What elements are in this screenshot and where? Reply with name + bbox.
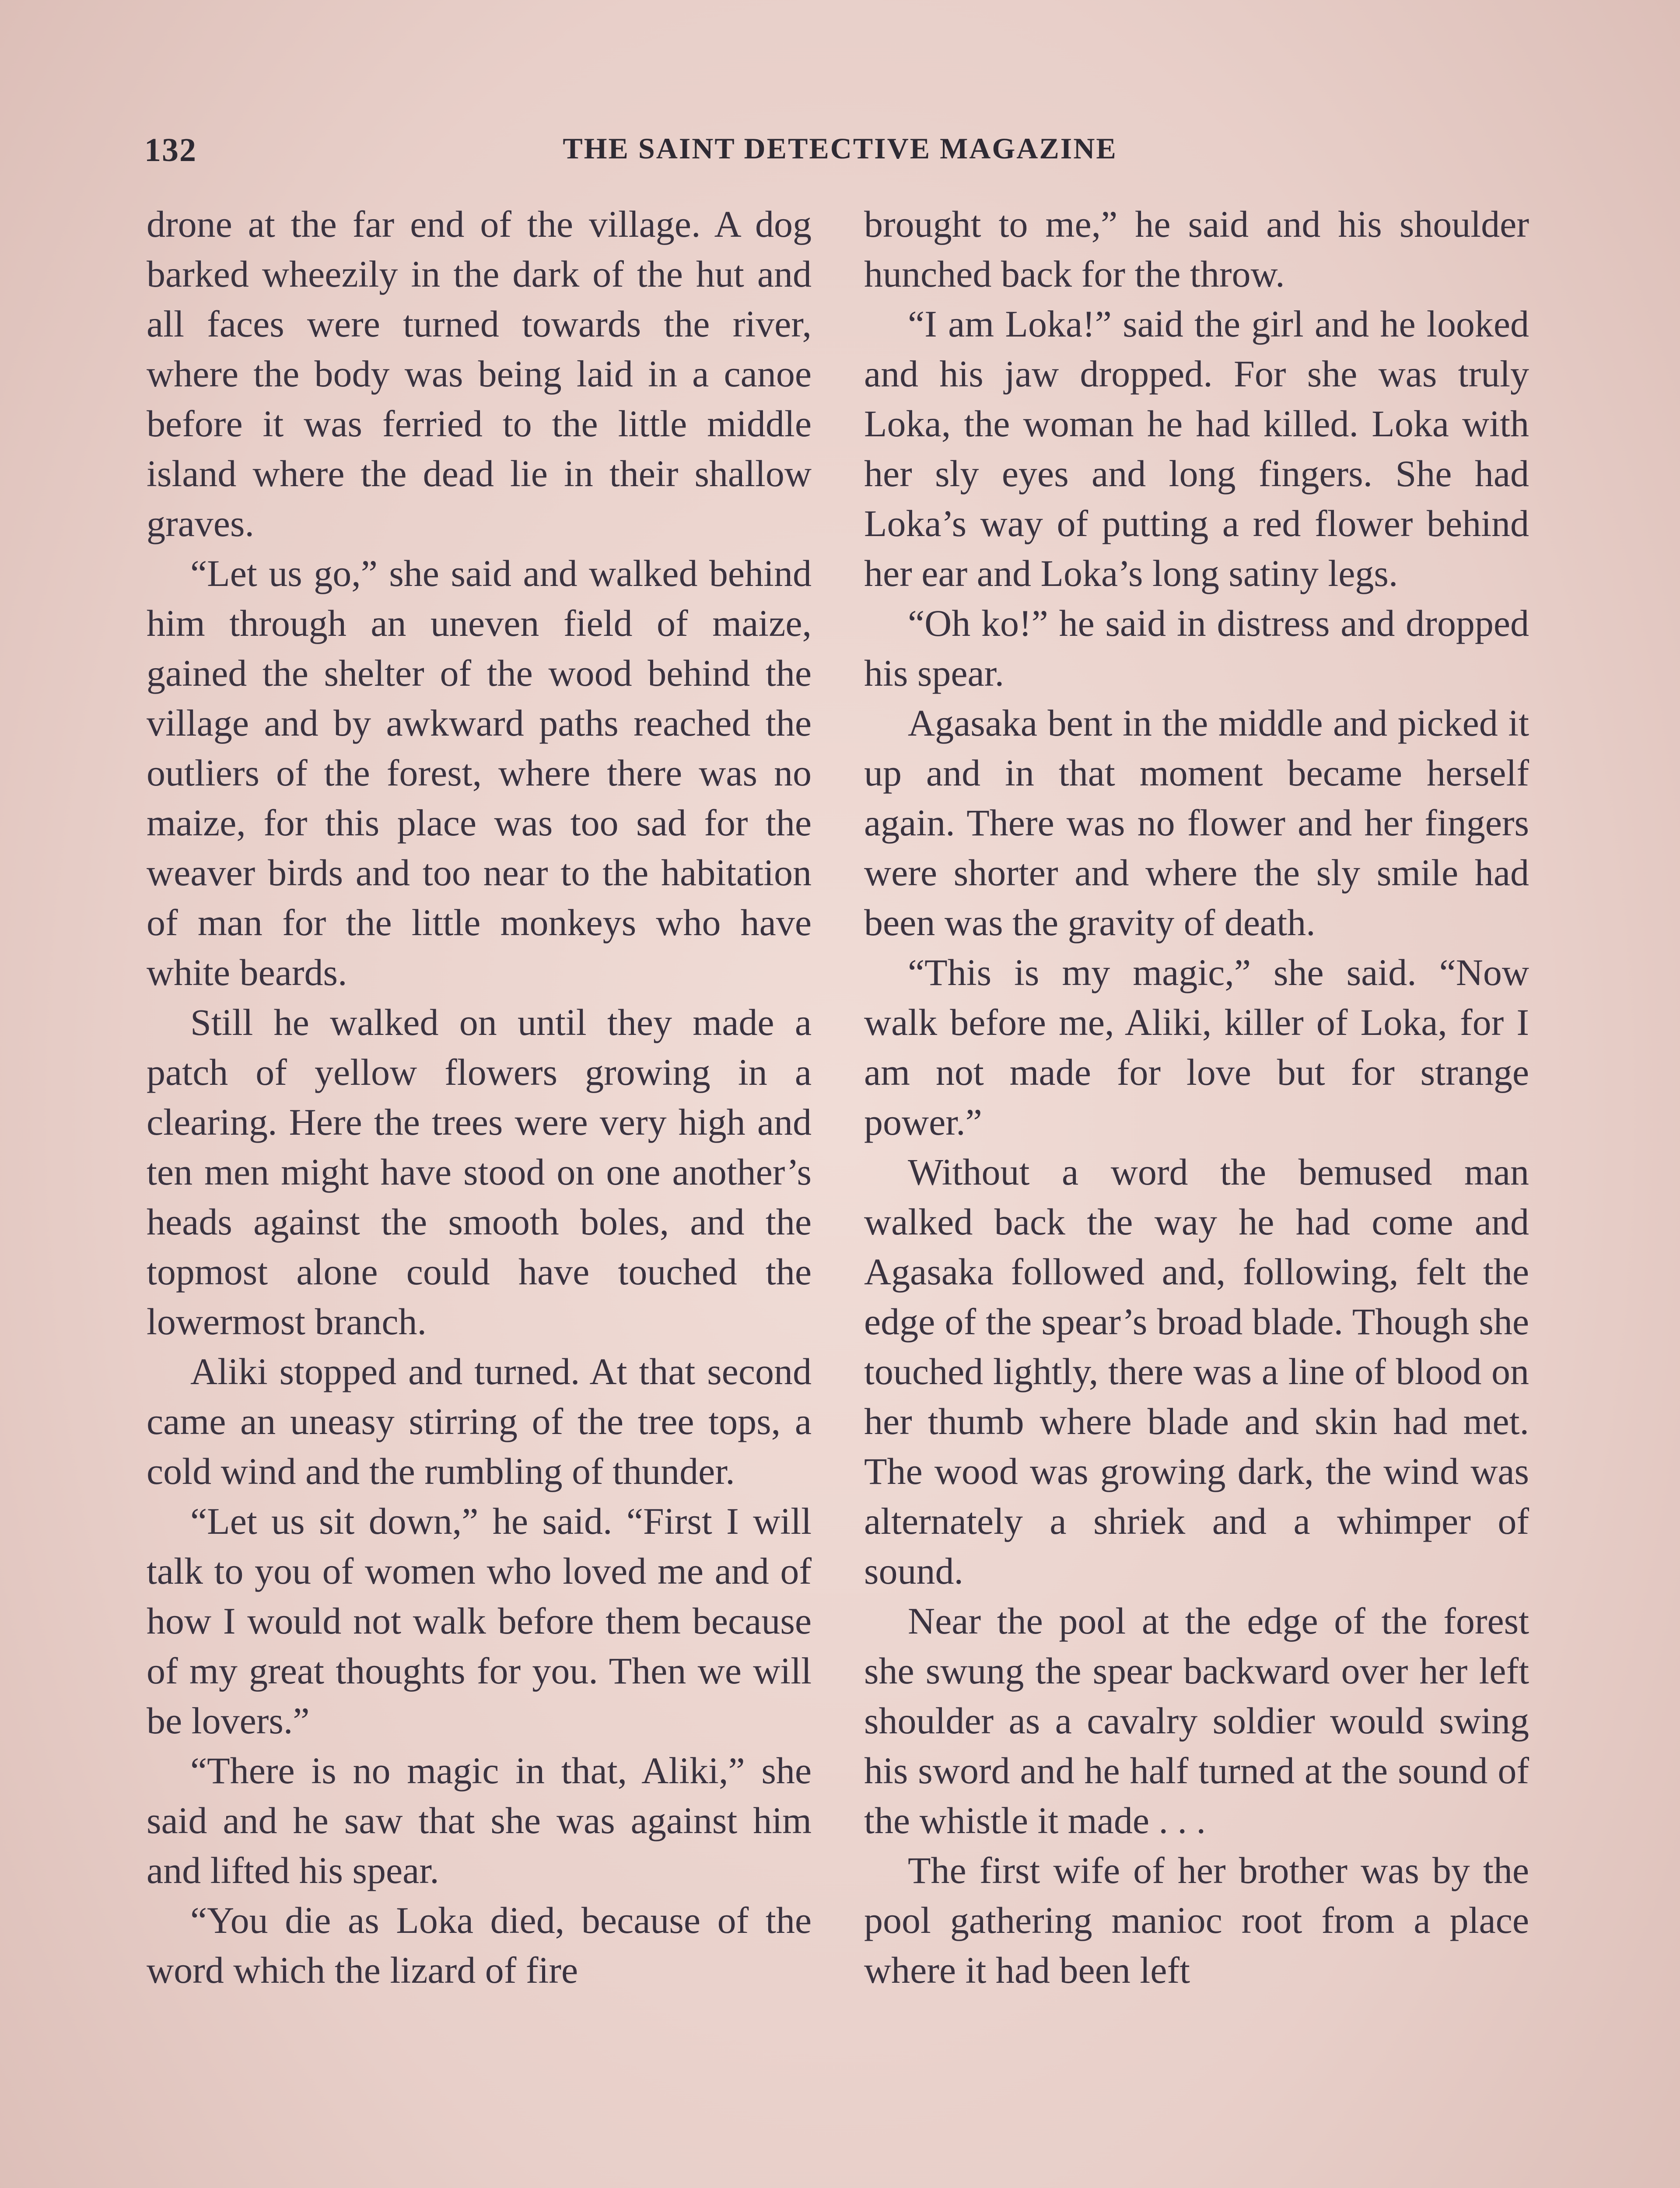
paragraph: “Oh ko!” he said in distress and dropped his spear.: [864, 602, 1529, 694]
paragraph: “This is my magic,” she said. “Now walk before me, Aliki, killer of Loka, for I am not made for love but for strange power.”: [864, 951, 1529, 1143]
paragraph: Still he walked on until they made a patch of yellow flowers growing in a clearing. Here the trees were very high and ten men might have stood on one another’s heads against the smooth boles, and the topmost alone could have touched the lowermost branch.: [147, 1001, 812, 1343]
left-column: [147, 199, 812, 1995]
paragraph: “Let us go,” she said and walked behind him through an uneven field of maize, gained the shelter of the wood behind the village and by awkward paths reached the outliers of the forest, where there was no maize, for this place was too sad for the weaver birds and too near to the habitation of man for the little monkeys who have white beards.: [147, 552, 812, 993]
paragraph: brought to me,” he said and his shoulder hunched back for the throw.: [864, 203, 1529, 295]
paragraph: Without a word the bemused man walked back the way he had come and Agasaka followed and, following, felt the edge of the spear’s broad blade. Though she touched lightly, there was a line of blood on her thumb where blade and skin had met. The wood was growing dark, the wind was alternately a shriek and a whimper of sound.: [864, 1151, 1529, 1592]
paragraph: “You die as Loka died, because of the word which the lizard of fire: [147, 1899, 812, 1991]
paragraph: The first wife of her brother was by the pool gathering manioc root from a place where it had been left: [864, 1849, 1529, 1991]
paragraph: “Let us sit down,” he said. “First I will talk to you of women who loved me and of how I would not walk before them because of my great thoughts for you. Then we will be lovers.”: [147, 1500, 812, 1742]
paragraph: drone at the far end of the village. A dog barked wheezily in the dark of the hut and all faces were turned towards the river, where the body was being laid in a canoe before it was ferried to the little middle island where the dead lie in their shallow graves.: [147, 203, 812, 544]
running-head: THE SAINT DETECTIVE MAGAZINE: [563, 132, 1117, 165]
paragraph: Near the pool at the edge of the forest she swung the spear backward over her left shoulder as a cavalry soldier would swing his sword and he half turned at the sound of the whistle it made . . .: [864, 1600, 1529, 1841]
paragraph: “There is no magic in that, Aliki,” she said and he saw that she was against him and lifted his spear.: [147, 1750, 812, 1891]
paragraph: “I am Loka!” said the girl and he looked and his jaw dropped. For she was truly Loka, the woman he had killed. Loka with her sly eyes and long fingers. She had Loka’s way of putting a red flower behind her ear and Loka’s long satiny legs.: [864, 303, 1529, 594]
paragraph: Agasaka bent in the middle and picked it up and in that moment became herself again. There was no flower and her fingers were shorter and where the sly smile had been was the gravity of death.: [864, 702, 1529, 943]
right-column: [864, 199, 1529, 1995]
page-header: [144, 131, 1536, 184]
paragraph: Aliki stopped and turned. At that second came an uneasy stirring of the tree tops, a cold wind and the rumbling of thunder.: [147, 1350, 812, 1492]
page-number: 132: [144, 132, 197, 168]
